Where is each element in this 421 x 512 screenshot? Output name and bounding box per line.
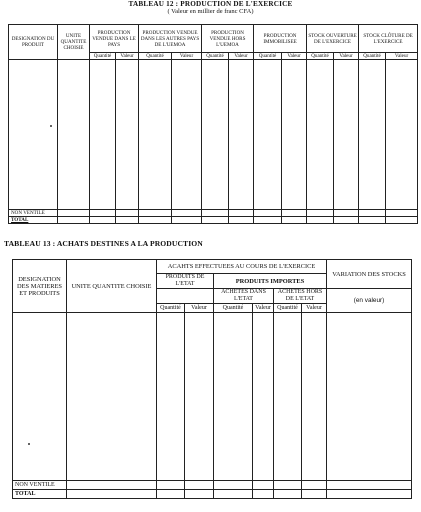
sub-quantite: Quantité (359, 53, 386, 60)
cell-value[interactable] (282, 60, 307, 210)
col-produits-importes: PRODUITS IMPORTES (214, 274, 327, 289)
cell-value[interactable] (172, 60, 202, 210)
table12-title: TABLEAU 12 : PRODUCTION DE L'EXERCICE (128, 0, 293, 8)
cell-unite[interactable] (67, 313, 157, 481)
cell-value[interactable] (139, 60, 172, 210)
cell-value[interactable] (386, 60, 418, 210)
col-prod-vendue-hors-uemoa: PRODUCTION VENDUE HORS L'UEMOA (202, 25, 254, 53)
table13-title: TABLEAU 13 : ACHATS DESTINES A LA PRODUCTION (4, 239, 203, 248)
sub-valeur: Valeur (282, 53, 307, 60)
col-stock-cloture: STOCK CLÔTURE DE L'EXERCICE (359, 25, 418, 53)
cell-value[interactable] (229, 60, 254, 210)
cell-value[interactable] (116, 60, 139, 210)
col-prod-vendue-uemoa: PRODUCTION VENDUE DANS LES AUTRES PAYS DE L'UEMOA (139, 25, 202, 53)
table12-subtitle: ( Valeur en millier de franc CFA) (167, 8, 254, 15)
col-en-valeur: (en valeur) (327, 289, 412, 313)
cell-value[interactable] (202, 60, 229, 210)
table13-body-row (13, 313, 412, 481)
cell-value[interactable] (274, 313, 302, 481)
col-prod-vendue-pays: PRODUCTION VENDUE DANS LE PAYS (90, 25, 139, 53)
row-non-ventile: NON VENTILE (13, 481, 67, 490)
sub-quantite: Quantité (202, 53, 229, 60)
col-stock-ouverture: STOCK OUVERTURE DE L'EXERCICE (307, 25, 359, 53)
col-prod-immobilisee: PRODUCTION IMMOBILISEE (254, 25, 307, 53)
sub-quantite: Quantité (90, 53, 116, 60)
cell-designation[interactable] (13, 313, 67, 481)
cell-value[interactable] (157, 313, 185, 481)
sub-valeur: Valeur (386, 53, 418, 60)
table12 (8, 24, 418, 224)
col-achetes-dans-etat: ACHETES DANS L'ETAT (214, 289, 274, 304)
cell-value[interactable] (334, 60, 359, 210)
cell-unite[interactable] (58, 60, 90, 210)
col-variation-stocks: VARIATION DES STOCKS (327, 260, 412, 289)
row-non-ventile: NON VENTILE (9, 210, 58, 217)
col-achats-group: ACAHTS EFFECTUEES AU COURS DE L'EXERCICE (157, 260, 327, 274)
table13 (12, 259, 412, 499)
sub-quantite: Quantité (139, 53, 172, 60)
sub-quantite: Quantité (307, 53, 334, 60)
col-unite-quantite: UNITE QUANTITE CHOISIE (58, 25, 90, 60)
mark-dot (50, 125, 52, 127)
cell-value[interactable] (90, 60, 116, 210)
cell-value[interactable] (307, 60, 334, 210)
sub-quantite: Quantité (254, 53, 282, 60)
row-total: TOTAL (9, 217, 58, 224)
row-total: TOTAL (13, 490, 67, 499)
cell-value[interactable] (185, 313, 214, 481)
sub-valeur: Valeur (334, 53, 359, 60)
sub-valeur: Valeur (302, 304, 327, 313)
cell-value[interactable] (253, 313, 274, 481)
mark-dot (28, 443, 30, 445)
cell-value[interactable] (359, 60, 386, 210)
cell-value[interactable] (254, 60, 282, 210)
col-designation-matieres: DESIGNATION DES MATIERES ET PRODUITS (13, 260, 67, 313)
col-produits-etat: PRODUITS DE L'ETAT (157, 274, 214, 289)
cell-value[interactable] (214, 313, 253, 481)
cell-designation[interactable] (9, 60, 58, 210)
sub-quantite: Quantité (157, 304, 185, 313)
sub-valeur: Valeur (185, 304, 214, 313)
col-unite-quantite: UNITE QUANTITE CHOISIE (67, 260, 157, 313)
col-achetes-hors-etat: ACHETES HORS DE L'ETAT (274, 289, 327, 304)
table12-body-row (9, 60, 418, 210)
sub-valeur: Valeur (172, 53, 202, 60)
sub-valeur: Valeur (116, 53, 139, 60)
cell-value[interactable] (327, 313, 412, 481)
sub-valeur: Valeur (253, 304, 274, 313)
sub-quantite: Quantité (274, 304, 302, 313)
sub-valeur: Valeur (229, 53, 254, 60)
col-designation-produit: DESIGNATION DU PRODUIT (9, 25, 58, 60)
sub-quantite: Quantité (214, 304, 253, 313)
cell-value[interactable] (302, 313, 327, 481)
